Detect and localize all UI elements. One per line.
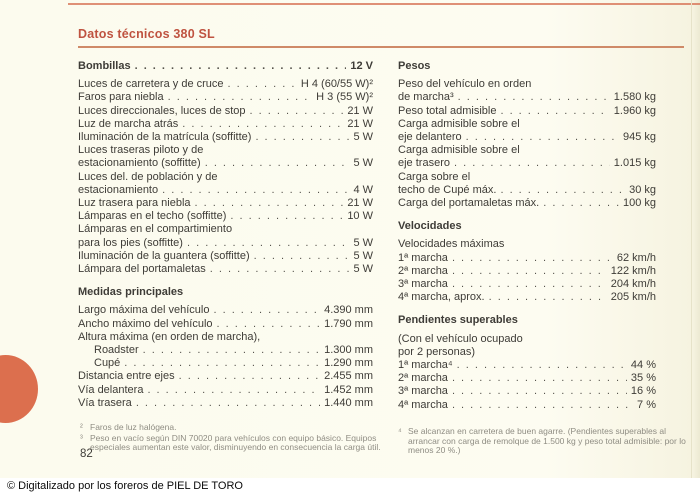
spec-row — [78, 197, 373, 210]
footnote-text: Faros de luz halógena. — [90, 422, 177, 432]
spec-row — [78, 131, 373, 144]
spec-label: Luces direccionales, luces de stop — [78, 104, 246, 117]
spec-label: techo de Cupé máx. — [398, 183, 497, 196]
spec-value: 12 V — [350, 60, 373, 72]
spec-label: 4ª marcha, aprox. — [398, 291, 485, 304]
section-title-pendientes: Pendientes superables — [398, 314, 518, 327]
spec-label: estacionamiento — [78, 183, 159, 196]
spec-value: 5 W — [353, 131, 373, 144]
spec-row — [398, 252, 656, 265]
spec-label-line: Luces traseras piloto y de — [78, 144, 204, 157]
dot-leader — [452, 278, 607, 291]
digitization-caption: © Digitalizado por los foreros de PIEL DE TORO — [7, 480, 243, 492]
spec-value: 1.960 kg — [613, 104, 656, 117]
dot-leader — [500, 184, 625, 197]
spec-value: 1.015 kg — [613, 157, 656, 170]
spec-label: Luz trasera para niebla — [78, 197, 191, 210]
spec-label: Ancho máximo del vehículo — [78, 317, 213, 330]
spec-label: para los pies (soffitte) — [78, 236, 183, 249]
dot-leader — [452, 372, 627, 385]
spec-value: 1.580 kg — [613, 91, 656, 104]
spec-label: 1ª marcha — [398, 251, 448, 264]
dot-leader — [162, 184, 349, 197]
spec-value: 4.390 mm — [324, 304, 373, 317]
spec-value: 5 W — [353, 263, 373, 276]
spec-row — [78, 237, 373, 250]
pendientes-rows — [398, 333, 656, 412]
spec-value: 30 kg — [629, 183, 656, 196]
dot-leader — [143, 344, 320, 357]
spec-label: Lámpara del portamaletas — [78, 263, 206, 276]
dot-leader — [466, 131, 619, 144]
spec-row — [398, 359, 656, 372]
spec-label: eje trasero — [398, 157, 450, 170]
spec-row — [78, 105, 373, 118]
dot-leader — [254, 250, 350, 263]
medidas-rows — [78, 304, 373, 410]
spec-row — [78, 263, 373, 276]
spec-value: 1.452 mm — [324, 383, 373, 396]
spec-value: 16 % — [630, 385, 656, 398]
dot-leader — [182, 118, 343, 131]
spec-label: estacionamiento (soffitte) — [78, 157, 201, 170]
dot-leader — [230, 210, 343, 223]
dot-leader — [135, 60, 347, 73]
dot-leader — [168, 91, 313, 104]
spec-value: 7 % — [637, 398, 656, 411]
spec-row — [398, 265, 656, 278]
spec-value: H 4 (60/55 W)² — [300, 78, 373, 91]
spec-row — [78, 397, 373, 410]
footnote — [398, 427, 693, 456]
dot-leader — [500, 105, 609, 118]
spec-label: 3ª marcha — [398, 278, 448, 291]
spec-value: 1.440 mm — [324, 396, 373, 409]
spec-row — [398, 385, 656, 398]
spec-value: 5 W — [353, 249, 373, 262]
spec-label-line: (Con el vehículo ocupado — [398, 332, 523, 345]
spec-value: 10 W — [347, 210, 373, 223]
spec-value: 204 km/h — [610, 278, 656, 291]
spec-row — [78, 118, 373, 131]
spec-label: Luces de carretera y de cruce — [78, 78, 224, 91]
spec-label: 3ª marcha — [398, 385, 448, 398]
footnote-marker: ³ — [80, 432, 83, 443]
spec-row — [78, 357, 373, 370]
spec-row — [78, 184, 373, 197]
spec-row — [78, 304, 373, 317]
spec-label: Cupé — [94, 357, 121, 370]
spec-row — [398, 197, 656, 210]
spec-label-line: Lámparas en el compartimiento — [78, 223, 233, 236]
spec-value: 21 W — [347, 197, 373, 210]
spec-label: de marcha³ — [398, 91, 454, 104]
dot-leader — [489, 291, 607, 304]
spec-label: Luz de marcha atrás — [78, 117, 179, 130]
dot-leader — [452, 385, 627, 398]
page-title: Datos técnicos 380 SL — [78, 27, 215, 41]
spec-row — [78, 78, 373, 91]
spec-label-line: Peso del vehículo en orden — [398, 78, 532, 91]
spec-row — [78, 157, 373, 170]
spec-row — [398, 91, 656, 104]
spec-label: Iluminación de la matrícula (soffitte) — [78, 131, 252, 144]
dot-leader — [255, 131, 349, 144]
dot-leader — [452, 252, 613, 265]
spec-label-line: por 2 personas) — [398, 345, 476, 358]
dot-leader — [187, 237, 349, 250]
spec-value: 100 kg — [622, 197, 656, 210]
spec-label-line: Carga sobre el — [398, 170, 471, 183]
spec-label: eje delantero — [398, 131, 462, 144]
footnote-marker: ⁴ — [398, 426, 402, 436]
spec-row — [398, 372, 656, 385]
dot-leader — [452, 399, 633, 412]
right-column — [398, 60, 656, 412]
footnotes-right — [398, 427, 693, 457]
page-edge-line — [691, 0, 692, 478]
spec-label: Carga del portamaletas máx. — [398, 197, 540, 210]
dot-leader — [458, 91, 610, 104]
spec-label: Iluminación de la guantera (soffitte) — [78, 249, 250, 262]
dot-leader — [452, 265, 607, 278]
dot-leader — [543, 197, 619, 210]
spec-row — [78, 91, 373, 104]
spec-label: 1ª marcha⁴ — [398, 359, 453, 372]
top-rule — [68, 3, 700, 5]
spec-value: H 3 (55 W)² — [316, 91, 373, 104]
footnotes-left — [80, 423, 382, 454]
spec-row — [78, 384, 373, 397]
dot-leader — [457, 359, 627, 372]
spec-row — [398, 184, 656, 197]
bombillas-header-row — [78, 60, 373, 73]
spec-row — [398, 157, 656, 170]
dot-leader — [210, 263, 350, 276]
spec-label: Roadster — [94, 344, 139, 357]
footnote-text: Peso en vacío según DIN 70020 para vehículos con equipo básico. Equipos especiales aumentan este valor, disminuyendo en consecuencia la carga útil. — [90, 432, 381, 452]
bombillas-rows — [78, 78, 373, 276]
spec-row — [78, 250, 373, 263]
spec-label-line: Altura máxima (en orden de marcha), — [78, 330, 261, 343]
spec-label-line: Velocidades máximas — [398, 238, 505, 251]
spec-row — [78, 318, 373, 331]
spec-row — [78, 210, 373, 223]
dot-leader — [228, 78, 297, 91]
footnote-marker: ² — [80, 422, 83, 432]
spec-value: 1.300 mm — [324, 344, 373, 357]
section-title-pesos: Pesos — [398, 60, 431, 72]
spec-label-line: Luces del. de población y de — [78, 170, 218, 183]
spec-value: 122 km/h — [610, 264, 656, 277]
section-title-bombillas: Bombillas — [78, 60, 131, 72]
left-column — [78, 60, 373, 410]
spec-label: Lámparas en el techo (soffitte) — [78, 210, 227, 223]
dot-leader — [217, 318, 321, 331]
spec-value: 4 W — [353, 183, 373, 196]
dot-leader — [179, 370, 320, 383]
spec-label: Peso total admisible — [398, 104, 497, 117]
footnote — [80, 423, 382, 433]
section-title-velocidades: Velocidades — [398, 220, 462, 233]
spec-row — [78, 344, 373, 357]
spec-row — [398, 131, 656, 144]
spec-label: Vía delantera — [78, 383, 144, 396]
dot-leader — [205, 157, 350, 170]
spec-value: 44 % — [630, 359, 656, 372]
spec-value: 5 W — [353, 236, 373, 249]
thumb-index-tab — [0, 355, 38, 423]
spec-value: 62 km/h — [616, 251, 656, 264]
spec-label: Faros para niebla — [78, 91, 164, 104]
spec-row — [398, 105, 656, 118]
pesos-rows — [398, 78, 656, 210]
spec-value: 21 W — [347, 104, 373, 117]
spec-label: Vía trasera — [78, 396, 132, 409]
spec-label: 2ª marcha — [398, 372, 448, 385]
page-number: 82 — [80, 448, 93, 460]
spec-value: 21 W — [347, 117, 373, 130]
velocidades-rows — [398, 238, 656, 304]
spec-label: Largo máxima del vehículo — [78, 304, 210, 317]
spec-row — [398, 399, 656, 412]
spec-value: 205 km/h — [610, 291, 656, 304]
dot-leader — [124, 357, 320, 370]
title-underline — [78, 46, 684, 48]
spec-row — [398, 291, 656, 304]
footnote — [80, 434, 382, 453]
spec-row — [78, 370, 373, 383]
spec-label: Distancia entre ejes — [78, 370, 175, 383]
dot-leader — [250, 105, 344, 118]
dot-leader — [195, 197, 344, 210]
spec-label: 2ª marcha — [398, 264, 448, 277]
spec-value: 2.455 mm — [324, 370, 373, 383]
footnote-text: Se alcanzan en carretera de buen agarre. (Pendientes superables al arrancar con carga de remolque de 1.500 kg y peso total admisible: por lo menos 20 %.) — [408, 426, 686, 455]
dot-leader — [147, 384, 320, 397]
spec-label: 4ª marcha — [398, 398, 448, 411]
spec-label-line: Carga admisible sobre el — [398, 144, 520, 157]
section-title-medidas: Medidas principales — [78, 286, 184, 299]
spec-label-line: Carga admisible sobre el — [398, 117, 520, 130]
spec-row — [398, 278, 656, 291]
dot-leader — [213, 304, 320, 317]
spec-value: 1.290 mm — [324, 357, 373, 370]
spec-value: 5 W — [353, 157, 373, 170]
spec-value: 35 % — [630, 372, 656, 385]
spec-value: 945 kg — [622, 131, 656, 144]
dot-leader — [136, 397, 320, 410]
dot-leader — [454, 157, 610, 170]
spec-value: 1.790 mm — [324, 317, 373, 330]
